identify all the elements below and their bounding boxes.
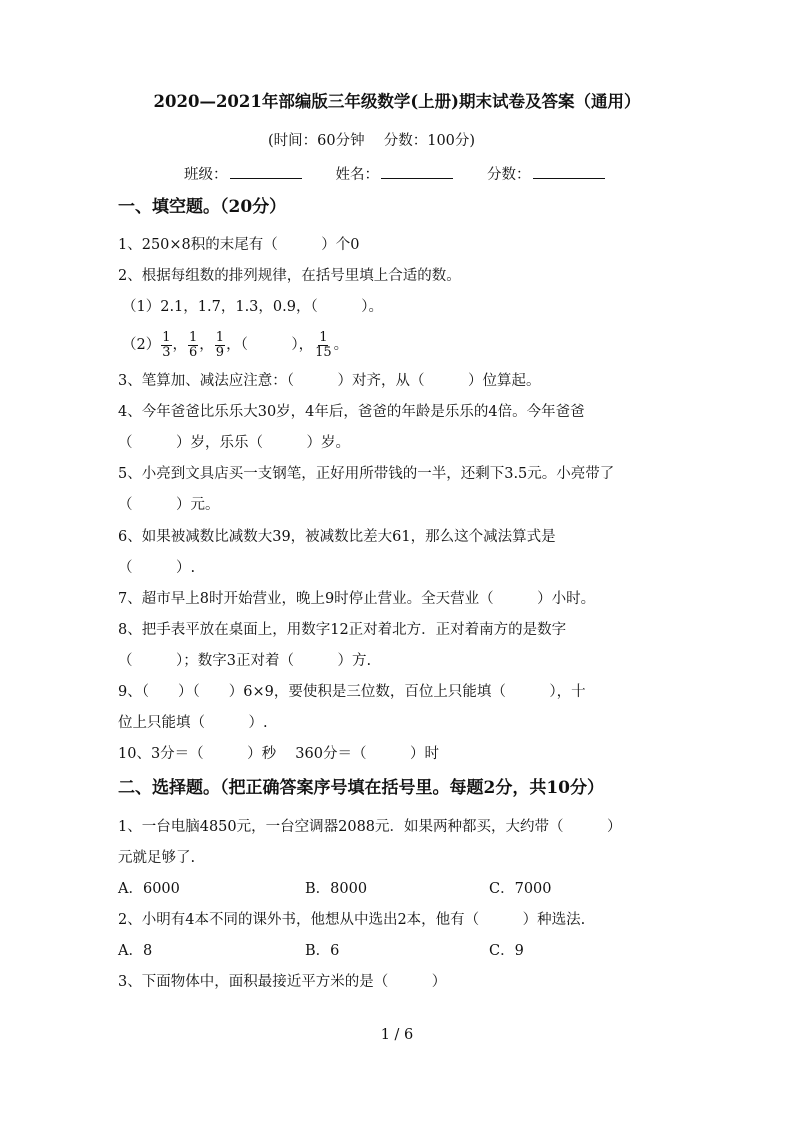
fraction-one-ninth: $\frac{1}{9}$ — [215, 329, 225, 360]
score-label: 分数： — [487, 167, 531, 183]
question-2-2-option-c[interactable]: C．9 — [489, 943, 524, 959]
question-1-10: 10、3分＝（ ）秒 360分＝（ ）时 — [118, 746, 439, 762]
question-1-2: 2、根据每组数的排列规律，在括号里填上合适的数。 — [118, 268, 461, 284]
question-1-8-line2: （ ）；数字3正对着（ ）方. — [118, 653, 372, 669]
score-field[interactable] — [533, 163, 605, 179]
part2-end: 。 — [333, 337, 349, 353]
question-1-9-line2: 位上只能填（ ）. — [118, 715, 268, 731]
part2-prefix: （2） — [122, 337, 161, 353]
question-2-1-option-c[interactable]: C．7000 — [489, 881, 552, 897]
fraction-one-fifteenth: $\frac{1}{15}$ — [315, 329, 332, 360]
section-heading-multiple-choice: 二、选择题。（把正确答案序号填在括号里。每题2分，共10分） — [118, 778, 604, 798]
question-1-9-line1: 9、（ ）（ ）6×9，要使积是三位数，百位上只能填（ ），十 — [118, 684, 586, 700]
class-field[interactable] — [230, 163, 302, 179]
question-2-3: 3、下面物体中，面积最接近平方米的是（ ） — [118, 974, 447, 990]
question-1-2-part1: （1）2.1，1.7，1.3，0.9，（ ）。 — [122, 299, 383, 315]
question-2-2-option-a[interactable]: A．8 — [118, 943, 153, 959]
section-heading-fill-blank: 一、填空题。（20分） — [118, 197, 287, 217]
fraction-one-sixth: $\frac{1}{6}$ — [189, 329, 198, 360]
question-2-1-line2: 元就足够了. — [118, 850, 196, 866]
page-number: 1 / 6 — [380, 1027, 414, 1043]
question-2-1-line1: 1、一台电脑4850元，一台空调器2088元．如果两种都买，大约带（ ） — [118, 819, 622, 835]
question-1-2-part2: （2） $\frac{1}{3}$ ， $\frac{1}{6}$ ， $\frac{1}{9}$ ，（ ）， $\frac{1}{15}$ 。 — [122, 329, 349, 360]
class-label: 班级： — [184, 167, 228, 183]
question-1-3: 3、笔算加、减法应注意：（ ）对齐，从（ ）位算起。 — [118, 373, 541, 389]
question-1-7: 7、超市早上8时开始营业，晚上9时停止营业。全天营业（ ）小时。 — [118, 591, 596, 607]
name-label: 姓名： — [335, 167, 379, 183]
fraction-one-third: $\frac{1}{3}$ — [162, 329, 171, 360]
question-1-4-line2: （ ）岁，乐乐（ ）岁。 — [118, 435, 350, 451]
page-title: 2020—2021年部编版三年级数学(上册)期末试卷及答案（通用） — [153, 92, 641, 111]
question-1-1: 1、250×8积的末尾有（ ）个0 — [118, 237, 360, 253]
exam-info: (时间：60分钟 分数：100分) — [268, 133, 476, 149]
question-1-6-line2: （ ）. — [118, 560, 196, 576]
question-1-5-line1: 5、小亮到文具店买一支钢笔，正好用所带钱的一半，还剩下3.5元。小亮带了 — [118, 466, 615, 482]
question-1-8-line1: 8、把手表平放在桌面上，用数字12正对着北方．正对着南方的是数字 — [118, 622, 567, 638]
part2-blank: ，（ ）， — [226, 337, 314, 353]
question-2-2: 2、小明有4本不同的课外书，他想从中选出2本，他有（ ）种选法. — [118, 912, 586, 928]
question-1-6-line1: 6、如果被减数比减数大39，被减数比差大61，那么这个减法算式是 — [118, 529, 556, 545]
question-1-5-line2: （ ）元。 — [118, 497, 220, 513]
question-2-2-option-b[interactable]: B．6 — [305, 943, 340, 959]
question-1-4-line1: 4、今年爸爸比乐乐大30岁，4年后，爸爸的年龄是乐乐的4倍。今年爸爸 — [118, 404, 585, 420]
question-2-1-option-b[interactable]: B．8000 — [305, 881, 368, 897]
student-info-row — [184, 163, 605, 185]
name-field[interactable] — [381, 163, 453, 179]
question-2-1-option-a[interactable]: A．6000 — [118, 881, 180, 897]
